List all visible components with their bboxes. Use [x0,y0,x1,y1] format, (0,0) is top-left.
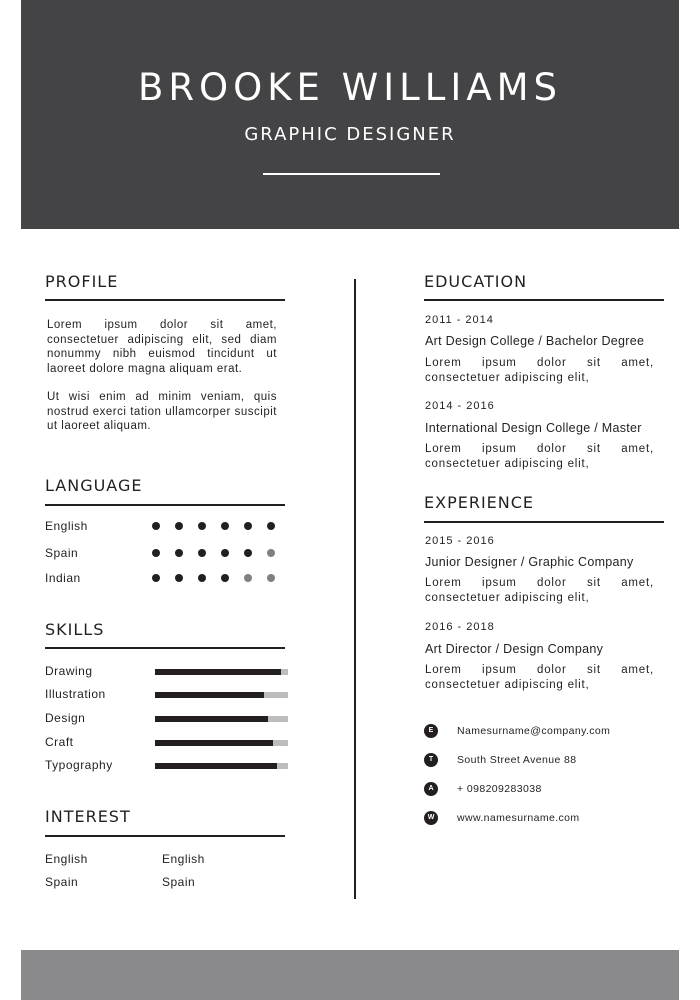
skill-row [45,711,295,727]
experience-rule [424,521,664,523]
experience-desc: Lorem ipsum dolor sit amet, consectetuer adipiscing elit, [425,664,654,691]
level-dot-filled [244,549,252,557]
contact-address [424,753,674,769]
education-role: Art Design College / Bachelor Degree [425,334,645,348]
skill-label: Craft [45,735,74,749]
skills-heading: SKILLS [45,620,105,639]
skill-bar-fill [155,692,264,698]
level-dot-filled [175,574,183,582]
contact-email[interactable] [424,724,674,740]
education-desc: Lorem ipsum dolor sit amet, consectetuer adipiscing elit, [425,443,654,470]
experience-heading: EXPERIENCE [424,493,535,512]
contact-text: South Street Avenue 88 [457,754,577,766]
level-dot-filled [152,549,160,557]
language-dots [152,522,290,530]
level-dot-filled [221,574,229,582]
language-row [45,546,285,562]
contact-text: Namesurname@company.com [457,725,611,737]
skill-row [45,687,295,703]
interest-item: English [162,852,205,866]
profile-paragraph-1: Lorem ipsum dolor sit amet, consectetuer adipiscing elit, sed diam nonummy nibh euismod tincidunt ut laoreet dolore magna aliquam erat. [47,319,277,375]
skill-bar [155,716,288,722]
language-dots [152,574,290,582]
language-dots [152,549,290,557]
level-dot-filled [175,522,183,530]
skill-bar-fill [155,740,273,746]
skill-bar [155,669,288,675]
email-icon: E [424,724,438,738]
skill-bar [155,692,288,698]
skill-row [45,735,295,751]
skill-label: Design [45,711,86,725]
address-icon: T [424,753,438,767]
level-dot-empty [267,574,275,582]
interest-item: English [45,852,88,866]
education-rule [424,299,664,301]
profile-paragraph-2: Ut wisi enim ad minim veniam, quis nostrud exerci tation ullamcorper suscipit ut laoreet aliquam. [47,391,277,432]
experience-years: 2015 - 2016 [425,535,495,547]
education-desc: Lorem ipsum dolor sit amet, consectetuer adipiscing elit, [425,357,654,384]
contact-text: www.namesurname.com [457,812,580,824]
profile-heading: PROFILE [45,272,119,291]
level-dot-filled [267,522,275,530]
header-divider [263,173,440,175]
phone-icon: A [424,782,438,796]
skills-rule [45,647,285,649]
job-title: GRAPHIC DESIGNER [244,124,456,145]
web-icon: W [424,811,438,825]
interest-rule [45,835,285,837]
skill-bar [155,740,288,746]
experience-role: Art Director / Design Company [425,642,604,656]
contact-text: + 098209283038 [457,783,542,795]
level-dot-filled [198,549,206,557]
education-years: 2014 - 2016 [425,400,495,412]
language-heading: LANGUAGE [45,476,143,495]
contact-phone[interactable] [424,782,674,798]
skill-bar [155,763,288,769]
profile-rule [45,299,285,301]
language-rule [45,504,285,506]
skill-row [45,758,295,774]
skill-bar-fill [155,763,277,769]
level-dot-filled [152,574,160,582]
skill-label: Typography [45,758,113,772]
level-dot-filled [244,522,252,530]
language-row [45,519,285,535]
skill-row [45,664,295,680]
education-years: 2011 - 2014 [425,314,494,326]
language-label: Indian [45,571,81,585]
experience-desc: Lorem ipsum dolor sit amet, consectetuer adipiscing elit, [425,577,654,604]
skill-label: Illustration [45,687,106,701]
level-dot-filled [198,574,206,582]
level-dot-filled [198,522,206,530]
level-dot-filled [152,522,160,530]
experience-role: Junior Designer / Graphic Company [425,555,634,569]
footer-band [21,950,679,1000]
interest-item: Spain [162,875,196,889]
level-dot-filled [221,522,229,530]
language-label: English [45,519,88,533]
experience-years: 2016 - 2018 [425,621,495,633]
language-label: Spain [45,546,79,560]
level-dot-empty [244,574,252,582]
level-dot-empty [267,549,275,557]
interest-item: Spain [45,875,79,889]
header-banner [21,0,679,229]
interest-heading: INTEREST [45,807,131,826]
language-row [45,571,285,587]
education-role: International Design College / Master [425,421,642,435]
skill-bar-fill [155,716,268,722]
column-divider [354,279,356,899]
education-heading: EDUCATION [424,272,528,291]
contact-website[interactable] [424,811,674,827]
level-dot-filled [175,549,183,557]
level-dot-filled [221,549,229,557]
skill-bar-fill [155,669,281,675]
candidate-name: BROOKE WILLIAMS [137,66,563,109]
skill-label: Drawing [45,664,93,678]
